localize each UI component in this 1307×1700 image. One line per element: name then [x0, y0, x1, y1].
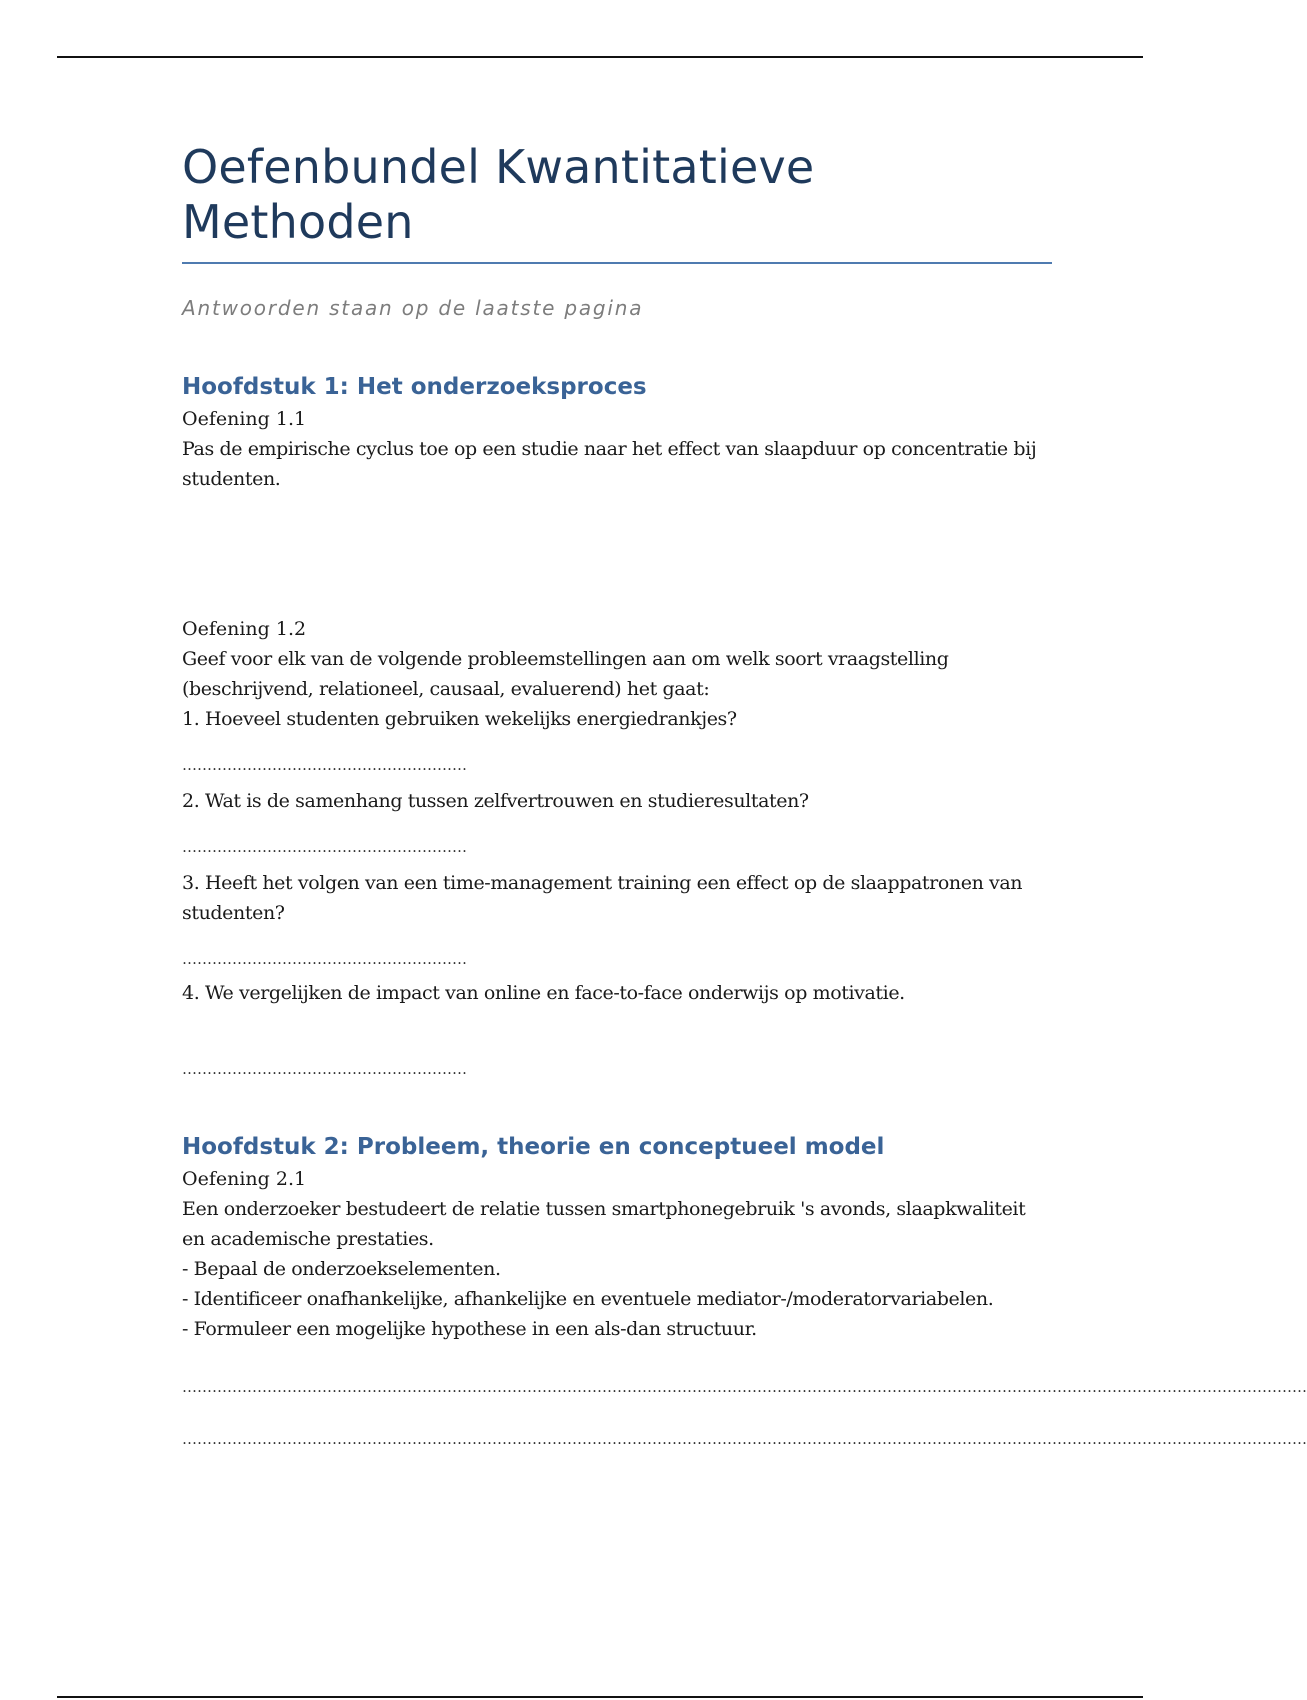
header-rule — [57, 56, 1143, 58]
answer-line[interactable]: ……………………………………………………………………………………………………………………………………………………………………………………………………… — [182, 1378, 1307, 1397]
exercise-1-2-intro: Geef voor elk van de volgende probleemstellingen aan om welk soort vraagstelling (beschrijvend, relationeel, causaal, evaluerend) het gaat: — [182, 648, 949, 701]
exercise-1-2-question-2: 2. Wat is de samenhang tussen zelfvertrouwen en studieresultaten? — [182, 790, 809, 813]
exercise-1-2-question-3: 3. Heeft het volgen van een time-management training een effect op de slaappatronen van studenten? — [182, 872, 1023, 925]
answer-line[interactable]: ………………………………………………… — [182, 838, 467, 857]
chapter-1-heading: Hoofdstuk 1: Het onderzoeksproces — [182, 374, 647, 401]
exercise-2-1-bullet-1: - Bepaal de onderzoekselementen. — [182, 1258, 501, 1281]
answer-line[interactable]: ………………………………………………… — [182, 756, 467, 775]
exercise-1-1-text: Pas de empirische cyclus toe op een studie naar het effect van slaapduur op concentratie bij studenten. — [182, 438, 1037, 491]
document-subtitle: Antwoorden staan op de laatste pagina — [182, 296, 644, 321]
exercise-2-1-bullet-3: - Formuleer een mogelijke hypothese in een als-dan structuur. — [182, 1318, 757, 1341]
answer-line[interactable]: ………………………………………………… — [182, 950, 467, 969]
exercise-1-2-label: Oefening 1.2 — [182, 618, 307, 641]
answer-line[interactable]: ……………………………………………………………………………………………………………………………………………………………………………………………………… — [182, 1430, 1307, 1449]
exercise-2-1-label: Oefening 2.1 — [182, 1168, 307, 1191]
exercise-1-2-question-4: 4. We vergelijken de impact van online en face-to-face onderwijs op motivatie. — [182, 982, 905, 1005]
document-title: Oefenbundel Kwantitatieve Methoden — [182, 140, 1052, 264]
exercise-2-1-intro: Een onderzoeker bestudeert de relatie tussen smartphonegebruik 's avonds, slaapkwaliteit en academische prestaties. — [182, 1198, 1026, 1251]
exercise-1-2-question-1: 1. Hoeveel studenten gebruiken wekelijks energiedrankjes? — [182, 708, 737, 731]
footer-rule — [57, 1696, 1143, 1698]
answer-line[interactable]: ………………………………………………… — [182, 1060, 467, 1079]
document-page — [182, 140, 1307, 1449]
exercise-1-1-label: Oefening 1.1 — [182, 408, 307, 431]
chapter-2-heading: Hoofdstuk 2: Probleem, theorie en conceptueel model — [182, 1134, 885, 1161]
exercise-2-1-bullet-2: - Identificeer onafhankelijke, afhankelijke en eventuele mediator-/moderatorvariabelen. — [182, 1288, 994, 1311]
